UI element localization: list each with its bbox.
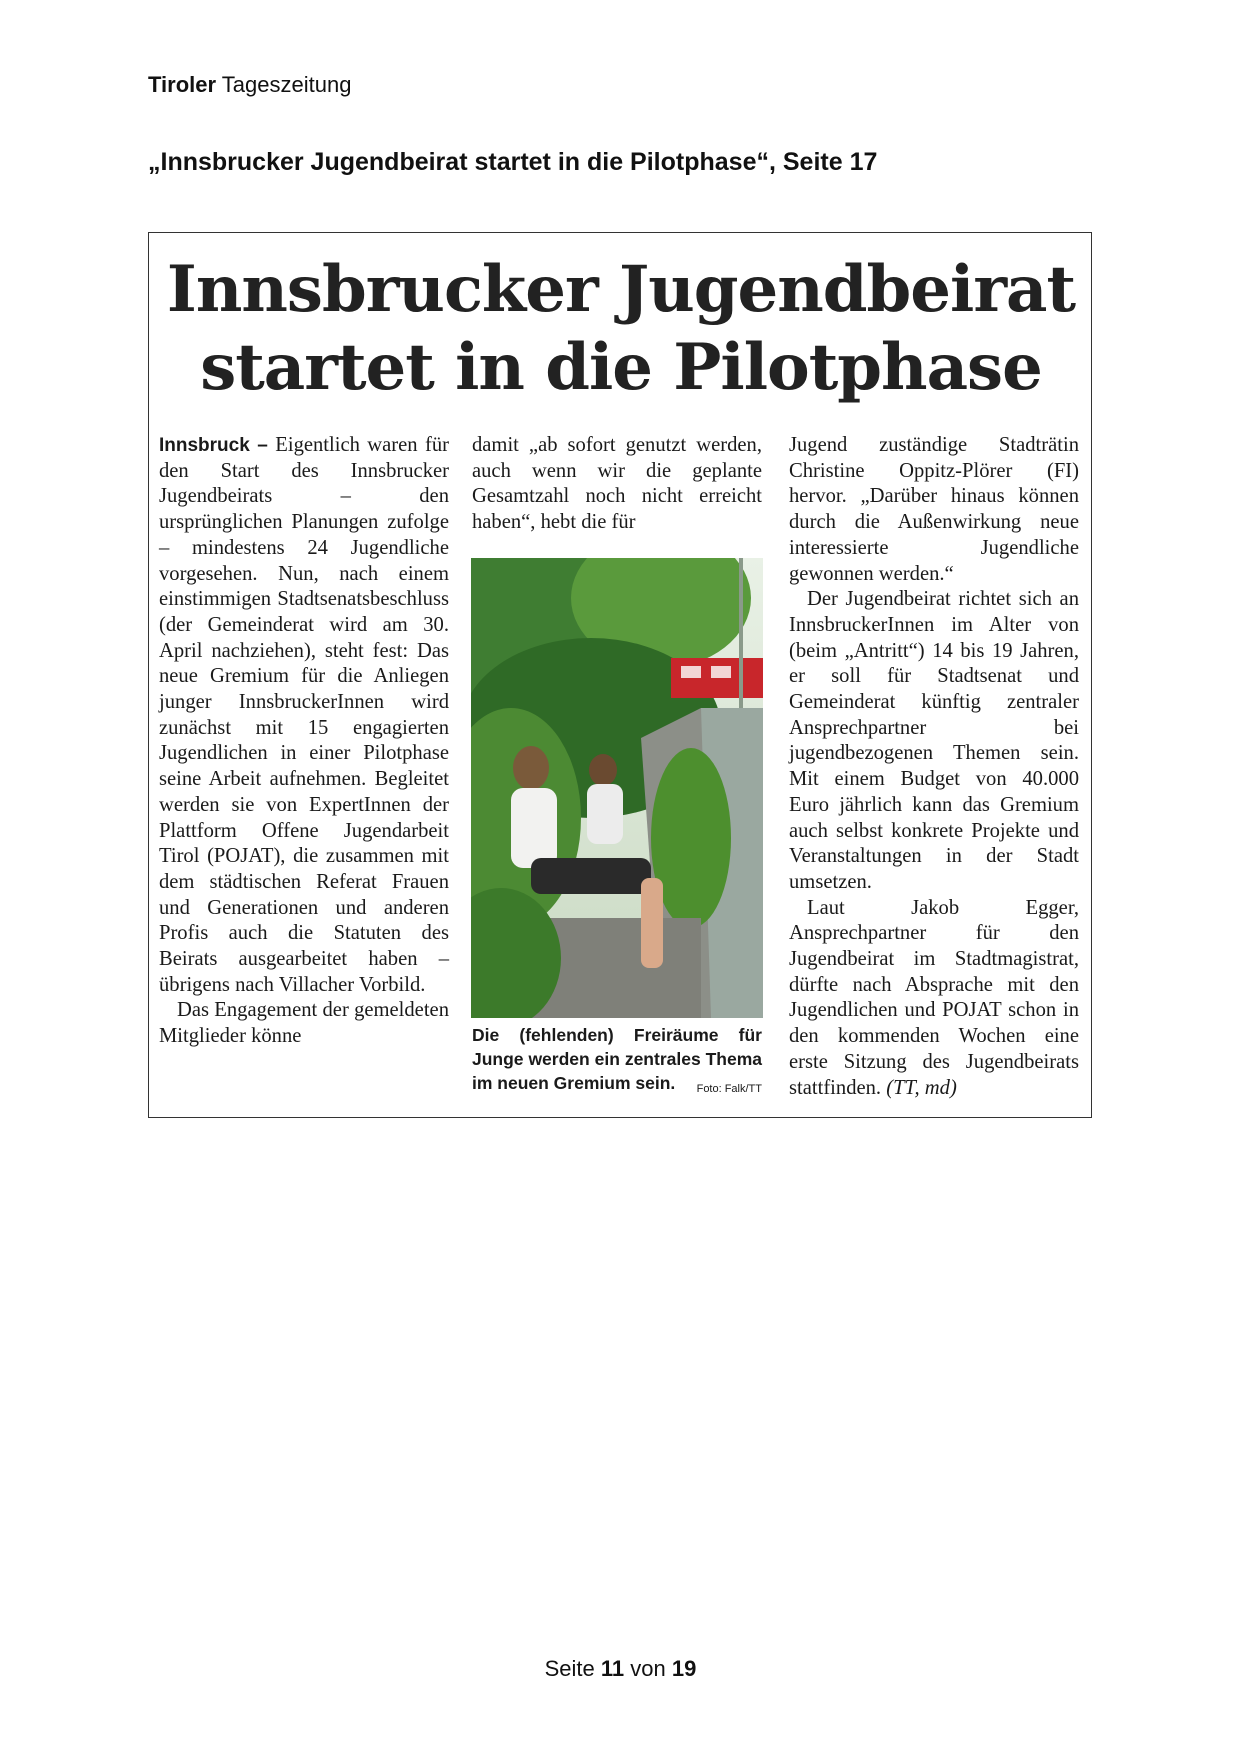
publication-name <box>148 72 351 98</box>
paragraph-text: Laut Jakob Egger, Ansprechpartner für den Jugendbeirat im Stadtmagistrat, dürfte nach Absprache mit den Jugendlichen und POJAT schon in den kommenden Wochen eine erste Sitzung des Jugendbeirats stattfinden. <box>789 896 1079 1099</box>
publication-name-rest: Tageszeitung <box>221 72 352 97</box>
article-column-2 <box>472 433 762 536</box>
article-photo <box>471 558 763 1018</box>
paragraph: Jugend zuständige Stadträtin Christine Oppitz-Plörer (FI) hervor. „Darüber hinaus können durch die Außenwirkung neue interessierte Jugendliche gewonnen werden.“ <box>789 434 1079 585</box>
article-headline <box>149 251 1093 407</box>
article-column-3 <box>789 433 1079 1101</box>
total-pages: 19 <box>671 1656 697 1681</box>
current-page: 11 <box>600 1656 625 1681</box>
photo-illustration <box>471 558 763 1018</box>
paragraph: damit „ab sofort genutzt werden, auch wenn wir die geplante Gesamtzahl noch nicht erreicht haben“, hebt die für <box>472 434 762 534</box>
headline-line-2: startet in die Pilotphase <box>200 330 1042 405</box>
article-column-1 <box>159 433 449 1050</box>
caption-text: Die (fehlenden) Freiräume für Junge werden ein zentrales Thema im neuen Gremium sein. <box>472 1025 762 1093</box>
paragraph: Der Jugendbeirat richtet sich an InnsbruckerInnen im Alter von (beim „Antritt“) 14 bis 19 Jahren, er soll für Stadtsenat und Gemeinderat künftig zentraler Ansprechpartner bei jugendbezogenen Themen sein. Mit einem Budget von 40.000 Euro jährlich kann das Gremium auch selbst konkrete Projekte und Veranstaltungen in der Stadt umsetzen. <box>789 588 1079 893</box>
dateline: Innsbruck – <box>159 435 268 456</box>
author-signature: (TT, md) <box>886 1076 957 1099</box>
newspaper-clipping <box>148 232 1092 1118</box>
paragraph <box>789 896 1079 1102</box>
photo-caption <box>472 1023 762 1101</box>
photo-credit: Foto: Falk/TT <box>696 1083 762 1095</box>
paragraph-text: Eigentlich waren für den Start des Innsbrucker Jugendbeirats – den ursprünglichen Planungen zufolge – mindestens 24 Jugendliche vorgesehen. Nun, nach einem einstimmigen Stadtsenatsbeschluss (der Gemeinderat wird am 30. April nachziehen), steht fest: Das neue Gremium für die Anliegen junger InnsbruckerInnen wird zunächst mit 15 engagierten Jugendlichen in einer Pilotphase seine Arbeit aufnehmen. Begleitet werden sie von ExpertInnen der Plattform Offene Jugendarbeit Tirol (POJAT), die zusammen mit dem städtischen Referat Frauen und Generationen und anderen Profis auch die Statuten des Beirats ausgearbeitet haben – übrigens nach Villacher Vorbild. <box>159 434 449 996</box>
paragraph <box>159 433 449 998</box>
paragraph: Das Engagement der gemeldeten Mitglieder könne <box>159 999 449 1048</box>
headline-line-1: Innsbrucker Jugendbeirat <box>166 252 1076 327</box>
page-number-middle: von <box>630 1656 666 1681</box>
page-number-prefix: Seite <box>544 1656 595 1681</box>
article-reference: „Innsbrucker Jugendbeirat startet in die Pilotphase“, Seite 17 <box>148 148 878 176</box>
page-number <box>0 1656 1241 1682</box>
publication-name-bold: Tiroler <box>148 72 217 97</box>
